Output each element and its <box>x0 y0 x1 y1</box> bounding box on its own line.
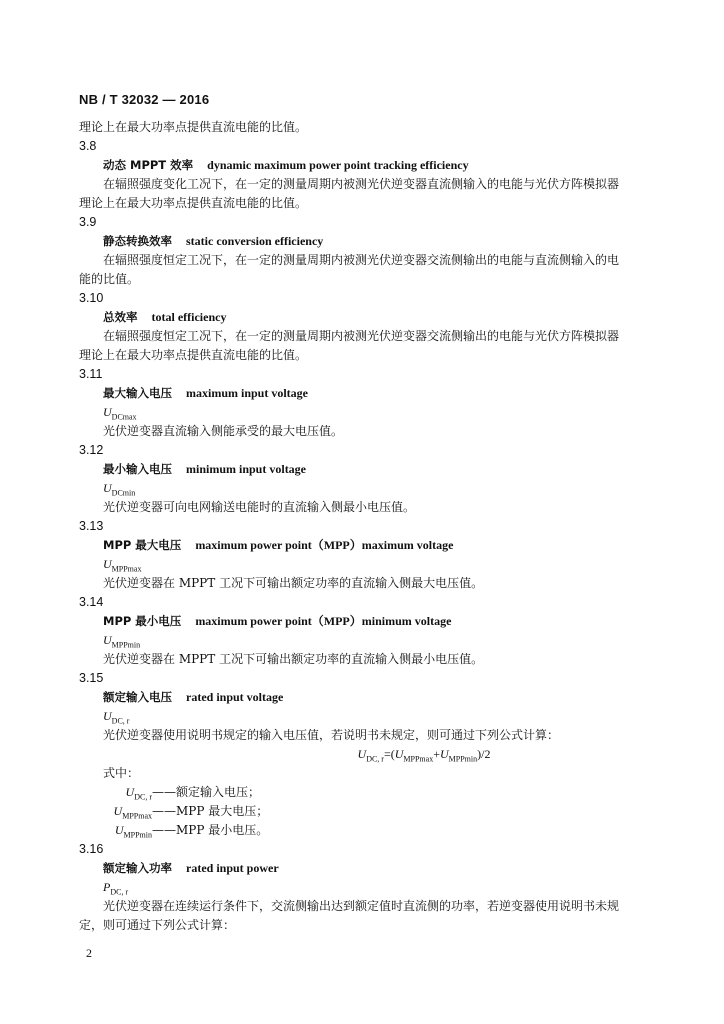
paragraph-line: 光伏逆变器在 MPPT 工况下可输出额定功率的直流输入侧最大电压值。 <box>103 576 484 590</box>
term-heading <box>79 859 653 878</box>
clause-number: 3.10 <box>79 291 104 305</box>
clause-number: 3.15 <box>79 671 104 685</box>
term-english: maximum power point（MPP）minimum voltage <box>195 614 452 628</box>
paragraph-line: 理论上在最大功率点提供直流电能的比值。 <box>79 196 308 210</box>
term-heading <box>79 156 653 175</box>
paragraph-line: 光伏逆变器可向电网输送电能时的直流输入侧最小电压值。 <box>103 500 416 514</box>
variable-definition <box>79 783 653 802</box>
term-symbol <box>79 403 653 422</box>
paragraph-line: 光伏逆变器在 MPPT 工况下可输出额定功率的直流输入侧最小电压值。 <box>103 652 484 666</box>
term-english: rated input power <box>186 861 279 875</box>
symbol-base: U <box>103 557 112 571</box>
term-english: static conversion efficiency <box>186 234 324 248</box>
clause-number: 3.11 <box>79 367 103 381</box>
formula-b-sub: MPPmin <box>448 754 478 764</box>
paragraph-line: 在辐照强度恒定工况下，在一定的测量周期内被测光伏逆变器交流侧输出的电能与光伏方阵模拟器 <box>103 329 620 343</box>
term-heading <box>79 384 653 403</box>
page-number: 2 <box>86 946 92 960</box>
variable-description: ——MPP 最小电压。 <box>152 823 269 837</box>
variable-definition <box>79 821 653 840</box>
symbol-subscript: DC, r <box>111 716 130 726</box>
clause-number: 3.16 <box>79 842 104 856</box>
formula-eq: =( <box>383 747 395 761</box>
paragraph-line: 定，则可通过下列公式计算： <box>79 918 236 932</box>
where-label: 式中： <box>103 766 140 780</box>
term-heading <box>79 460 653 479</box>
term-chinese: 额定输入功率 <box>103 861 172 875</box>
variable-base: U <box>113 804 123 818</box>
document-body <box>79 118 653 935</box>
variable-subscript: MPPmin <box>123 830 152 840</box>
symbol-subscript: DC, r <box>110 887 129 897</box>
paragraph-line: 在辐照强度恒定工况下，在一定的测量周期内被测光伏逆变器交流侧输出的电能与直流侧输入的电 <box>103 253 620 267</box>
term-chinese: MPP 最小电压 <box>103 614 182 628</box>
clause-number: 3.14 <box>79 595 104 609</box>
formula-tail: )/2 <box>477 747 491 761</box>
term-english: maximum power point（MPP）maximum voltage <box>195 538 454 552</box>
paragraph-line: 能的比值。 <box>79 272 140 286</box>
term-chinese: 动态 MPPT 效率 <box>103 158 194 172</box>
term-heading <box>79 612 653 631</box>
term-chinese: 静态转换效率 <box>103 234 172 248</box>
variable-base: U <box>114 823 124 837</box>
symbol-subscript: MPPmax <box>111 564 142 574</box>
paragraph-line: 理论上在最大功率点提供直流电能的比值。 <box>79 348 308 362</box>
symbol-subscript: DCmax <box>111 412 137 422</box>
formula-plus: + <box>433 747 440 761</box>
term-symbol <box>79 707 653 726</box>
term-heading <box>79 536 653 555</box>
term-chinese: 总效率 <box>103 310 138 324</box>
symbol-base: U <box>103 405 112 419</box>
variable-base: U <box>125 785 135 799</box>
symbol-base: U <box>103 709 112 723</box>
term-chinese: 最小输入电压 <box>103 462 172 476</box>
formula <box>79 745 653 764</box>
formula-lhs-base: U <box>357 747 367 761</box>
clause-number: 3.9 <box>79 215 97 229</box>
term-heading <box>79 232 653 251</box>
formula-lhs-sub: DC, r <box>366 754 384 764</box>
variable-description: ——额定输入电压； <box>152 785 261 799</box>
term-heading <box>79 688 653 707</box>
term-symbol <box>79 479 653 498</box>
symbol-subscript: DCmin <box>111 488 136 498</box>
term-symbol <box>79 878 653 897</box>
term-symbol <box>79 631 653 650</box>
clause-number: 3.13 <box>79 519 104 533</box>
symbol-base: P <box>103 880 111 894</box>
term-symbol <box>79 555 653 574</box>
term-chinese: 最大输入电压 <box>103 386 172 400</box>
formula-b-base: U <box>439 747 449 761</box>
paragraph-line: 在辐照强度变化工况下，在一定的测量周期内被测光伏逆变器直流侧输入的电能与光伏方阵模拟器 <box>103 177 620 191</box>
term-english: rated input voltage <box>186 690 284 704</box>
symbol-subscript: MPPmin <box>111 640 141 650</box>
formula-a-sub: MPPmax <box>403 754 434 764</box>
paragraph-line: 光伏逆变器在连续运行条件下，交流侧输出达到额定值时直流侧的功率，若逆变器使用说明书未规 <box>103 899 620 913</box>
term-chinese: MPP 最大电压 <box>103 538 182 552</box>
formula-a-base: U <box>394 747 404 761</box>
variable-description: ——MPP 最大电压； <box>152 804 269 818</box>
variable-subscript: DC, r <box>134 792 152 802</box>
variable-definition <box>79 802 653 821</box>
paragraph-line: 理论上在最大功率点提供直流电能的比值。 <box>79 120 308 134</box>
paragraph-line: 光伏逆变器直流输入侧能承受的最大电压值。 <box>103 424 344 438</box>
term-english: maximum input voltage <box>186 386 309 400</box>
clause-number: 3.12 <box>79 443 104 457</box>
variable-subscript: MPPmax <box>122 811 152 821</box>
term-english: minimum input voltage <box>186 462 307 476</box>
paragraph-line: 光伏逆变器使用说明书规定的输入电压值，若说明书未规定，则可通过下列公式计算： <box>103 728 560 742</box>
term-chinese: 额定输入电压 <box>103 690 172 704</box>
symbol-base: U <box>103 633 112 647</box>
clause-number: 3.8 <box>79 139 97 153</box>
term-heading <box>79 308 653 327</box>
standard-code-header: NB / T 32032 — 2016 <box>79 92 210 107</box>
term-english: dynamic maximum power point tracking efficiency <box>207 158 469 172</box>
symbol-base: U <box>103 481 112 495</box>
term-english: total efficiency <box>151 310 227 324</box>
